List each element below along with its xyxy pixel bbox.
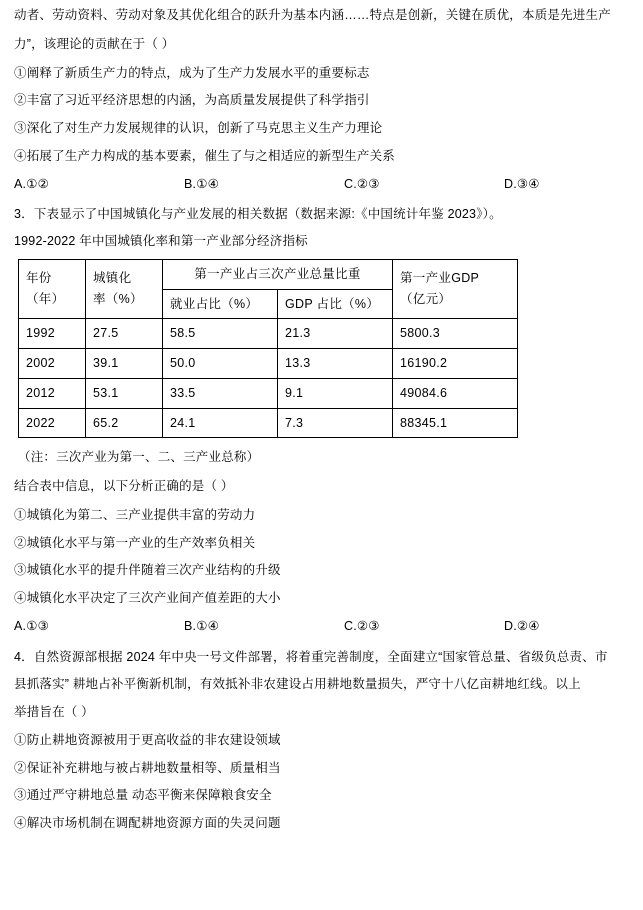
header-primary-gdp-line1: 第一产业GDP	[400, 270, 480, 285]
table-row	[19, 319, 518, 349]
q2-answer-choices	[14, 175, 629, 194]
q3-option-3: ③城镇化水平的提升伴随着三次产业结构的升级	[14, 563, 281, 578]
q2-answer-a: A.①②	[14, 176, 50, 191]
table-row	[19, 408, 518, 438]
q3-data-table	[18, 259, 518, 439]
q3-answer-c: C.②③	[344, 618, 380, 633]
cell-employment-share: 33.5	[163, 378, 278, 408]
q3-stem: 3．下表显示了中国城镇化与产业发展的相关数据（数据来源:《中国统计年鉴 2023》）。	[14, 207, 502, 222]
cell-year: 1992	[19, 319, 86, 349]
cell-gdp-share: 9.1	[278, 378, 393, 408]
table-row	[19, 349, 518, 379]
header-primary-gdp	[393, 259, 518, 319]
cell-gdp-share: 13.3	[278, 349, 393, 379]
q4-stem-line-2: 县抓落实” 耕地占补平衡新机制，有效抵补非农建设占用耕地数量损失，严守十八亿亩耕地红线。以上	[14, 677, 581, 692]
header-urbanization-line1: 城镇化	[93, 270, 132, 285]
q3-option-2: ②城镇化水平与第一产业的生产效率负相关	[14, 535, 256, 550]
header-year	[19, 259, 86, 319]
cell-gdp-share: 7.3	[278, 408, 393, 438]
q2-option-3: ③深化了对生产力发展规律的认识，创新了马克思主义生产力理论	[14, 121, 383, 135]
q4-stem-line-3: 举措旨在（ ）	[14, 705, 94, 719]
question-3	[14, 205, 629, 635]
q3-table-note: （注：三次产业为第一、二、三产业总称）	[18, 450, 260, 465]
cell-primary-gdp: 16190.2	[393, 349, 518, 379]
cell-year: 2022	[19, 408, 86, 438]
q3-option-4: ④城镇化水平决定了三次产业间产值差距的大小	[14, 591, 281, 605]
header-primary-industry-share: 第一产业占三次产业总量比重	[163, 259, 393, 289]
table-row	[19, 378, 518, 408]
cell-year: 2002	[19, 349, 86, 379]
q3-option-1: ①城镇化为第二、三产业提供丰富的劳动力	[14, 507, 256, 522]
q3-answer-d: D.②④	[504, 618, 540, 633]
q4-option-3: ③通过严守耕地总量 动态平衡来保障粮食安全	[14, 788, 272, 803]
cell-primary-gdp: 88345.1	[393, 408, 518, 438]
question-2-continued	[14, 6, 629, 193]
q2-stem-line-2: 力”，该理论的贡献在于（ ）	[14, 36, 175, 51]
table-header-row	[19, 259, 518, 289]
q2-answer-d: D.③④	[504, 176, 540, 191]
q2-stem-line-1: 动者、劳动资料、劳动对象及其优化组合的跃升为基本内涵……特点是创新，关键在质优，本质是先进生产	[14, 8, 611, 22]
q2-option-2: ②丰富了习近平经济思想的内涵，为高质量发展提供了科学指引	[14, 93, 370, 108]
question-4	[14, 648, 629, 833]
cell-urbanization: 53.1	[86, 378, 163, 408]
q4-option-4: ④解决市场机制在调配耕地资源方面的失灵问题	[14, 816, 281, 830]
header-gdp-share: GDP 占比（%）	[278, 289, 393, 319]
cell-primary-gdp: 49084.6	[393, 378, 518, 408]
q2-option-4: ④拓展了生产力构成的基本要素，催生了与之相适应的新型生产关系	[14, 148, 396, 163]
cell-employment-share: 24.1	[163, 408, 278, 438]
q3-answer-choices	[14, 617, 629, 636]
q2-answer-c: C.②③	[344, 176, 380, 191]
header-primary-gdp-line2: （亿元）	[400, 292, 452, 306]
cell-gdp-share: 21.3	[278, 319, 393, 349]
q3-prompt: 结合表中信息，以下分析正确的是（ ）	[14, 479, 234, 493]
cell-urbanization: 27.5	[86, 319, 163, 349]
q3-table-caption: 1992-2022 年中国城镇化率和第一产业部分经济指标	[14, 234, 308, 248]
header-urbanization	[86, 259, 163, 319]
header-year-line1: 年份	[26, 270, 52, 285]
cell-primary-gdp: 5800.3	[393, 319, 518, 349]
q2-answer-b: B.①④	[184, 176, 220, 191]
q4-option-2: ②保证补充耕地与被占耕地数量相等、质量相当	[14, 760, 281, 775]
cell-urbanization: 39.1	[86, 349, 163, 379]
header-urbanization-line2: 率（%）	[93, 292, 143, 306]
q2-option-1: ①阐释了新质生产力的特点，成为了生产力发展水平的重要标志	[14, 65, 370, 80]
cell-employment-share: 58.5	[163, 319, 278, 349]
cell-employment-share: 50.0	[163, 349, 278, 379]
cell-urbanization: 65.2	[86, 408, 163, 438]
q4-option-1: ①防止耕地资源被用于更高收益的非农建设领域	[14, 732, 281, 747]
header-year-line2: （年）	[26, 292, 65, 306]
cell-year: 2012	[19, 378, 86, 408]
header-employment-share: 就业占比（%）	[163, 289, 278, 319]
q3-answer-a: A.①③	[14, 618, 50, 633]
q3-answer-b: B.①④	[184, 618, 220, 633]
q4-stem-line-1: 4．自然资源部根据 2024 年中央一号文件部署，将着重完善制度，全面建立“国家管总量、省级负总责、市	[14, 649, 608, 664]
